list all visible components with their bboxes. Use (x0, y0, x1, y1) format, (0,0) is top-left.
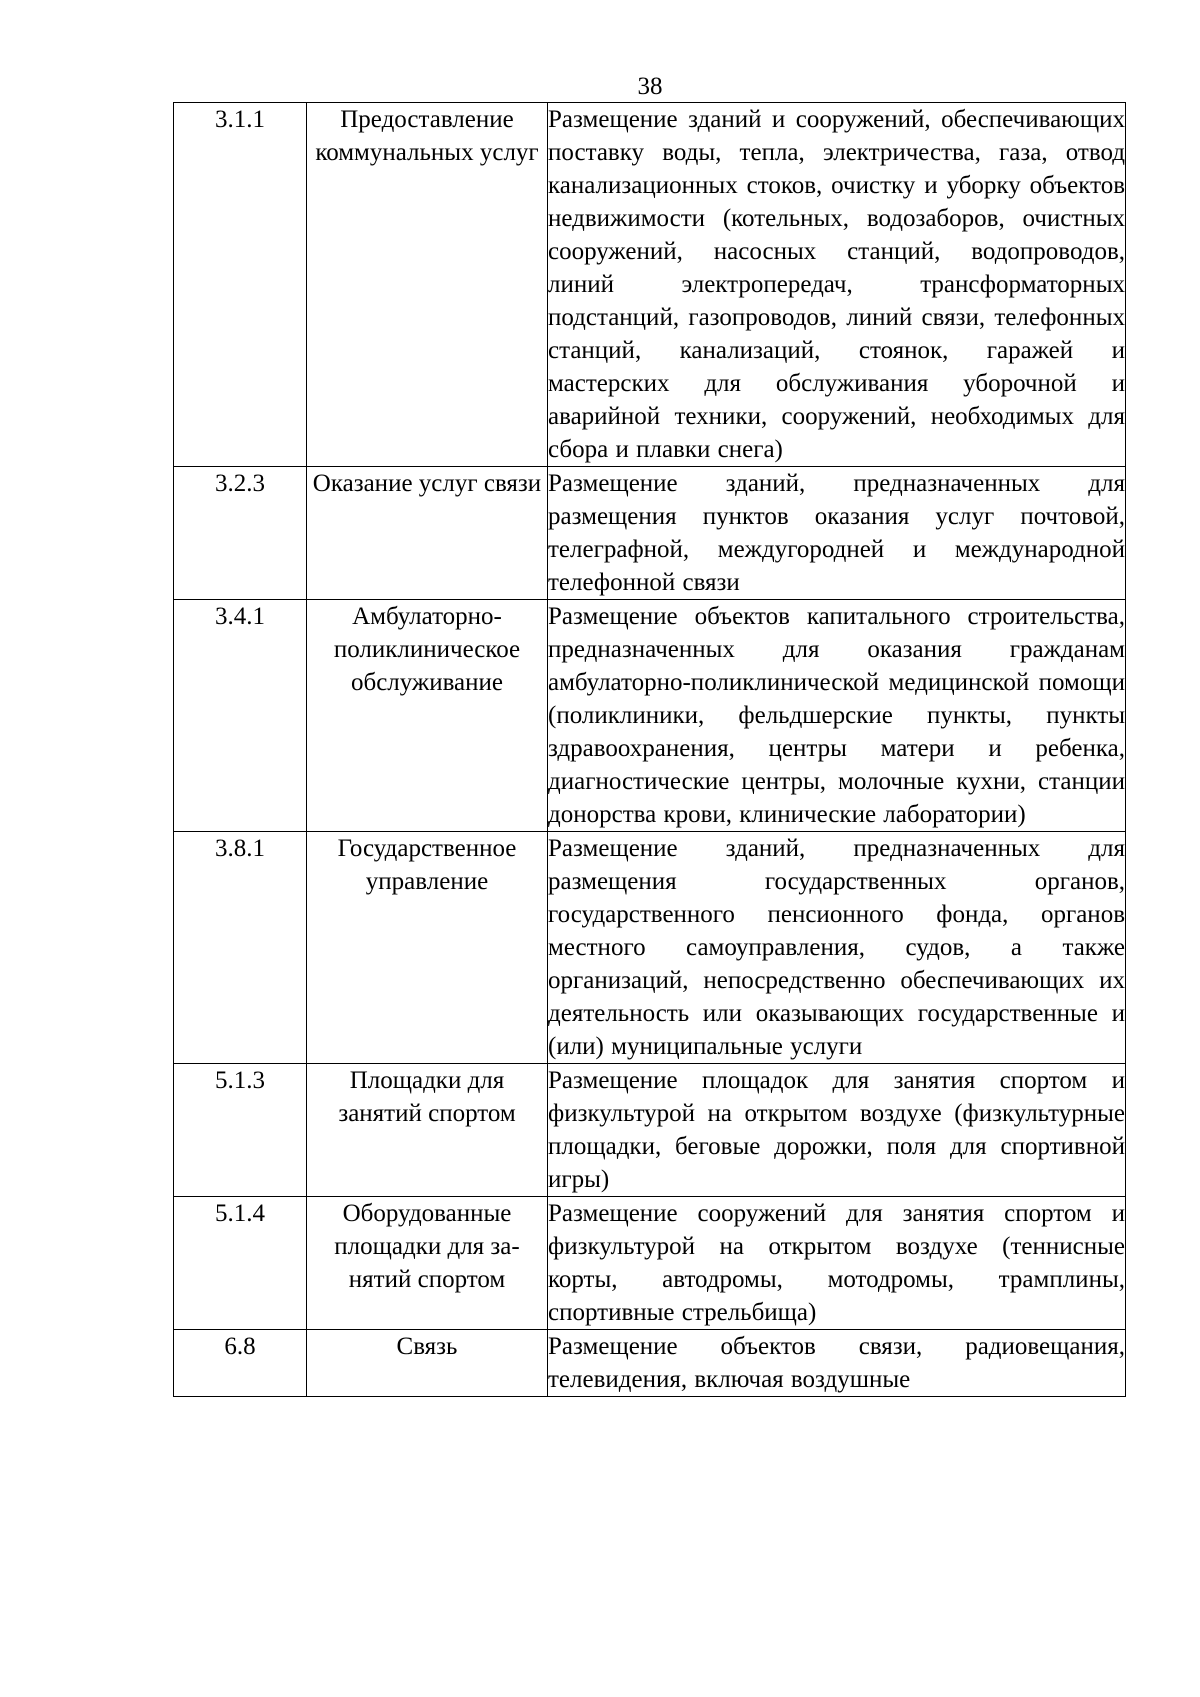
name-cell: Площадки для занятий спортом (307, 1064, 548, 1197)
name-cell: Оказание услуг связи (307, 467, 548, 600)
code-cell: 3.8.1 (174, 832, 307, 1064)
table-row (174, 1064, 1126, 1197)
name-cell: Амбулаторно-поликлиническое обслуживание (307, 600, 548, 832)
code-cell: 3.2.3 (174, 467, 307, 600)
table-row (174, 1330, 1126, 1397)
land-use-table (173, 102, 1126, 1397)
code-cell: 3.4.1 (174, 600, 307, 832)
code-cell: 6.8 (174, 1330, 307, 1397)
description-cell: Размещение объектов капитального строительства, предназначенных для оказания гражданам амбулаторно-поликлинической медицинской помощи (поликлиники, фельдшерские пункты, пункты здравоохранения, центры матери и ребенка, диагностические центры, молочные кухни, станции донорства крови, клинические лаборатории) (548, 600, 1126, 832)
code-cell: 5.1.4 (174, 1197, 307, 1330)
name-cell: Предоставление коммунальных услуг (307, 103, 548, 467)
description-cell: Размещение зданий, предназначенных для размещения пунктов оказания услуг почтовой, телеграфной, междугородней и международной телефонной связи (548, 467, 1126, 600)
description-cell: Размещение зданий, предназначенных для размещения государственных органов, государственного пенсионного фонда, органов местного самоуправления, судов, а также организаций, непосредственно обеспечивающих их деятельность или оказывающих государственные и (или) муниципальные услуги (548, 832, 1126, 1064)
description-cell: Размещение объектов связи, радиовещания, телевидения, включая воздушные (548, 1330, 1126, 1397)
description-cell: Размещение зданий и сооружений, обеспечивающих поставку воды, тепла, электричества, газа, отвод канализационных стоков, очистку и уборку объектов недвижимости (котельных, водозаборов, очистных сооружений, насосных станций, водопроводов, линий электропередач, трансформаторных подстанций, газопроводов, линий связи, телефонных станций, канализаций, стоянок, гаражей и мастерских для обслуживания уборочной и аварийной техники, сооружений, необходимых для сбора и плавки снега) (548, 103, 1126, 467)
page-number: 38 (637, 73, 663, 100)
name-cell: Связь (307, 1330, 548, 1397)
table-row (174, 467, 1126, 600)
table-row (174, 832, 1126, 1064)
description-cell: Размещение сооружений для занятия спортом и физкультурой на открытом воздухе (теннисные корты, автодромы, мотодромы, трамплины, спортивные стрельбища) (548, 1197, 1126, 1330)
table-row (174, 1197, 1126, 1330)
name-cell: Государственное управление (307, 832, 548, 1064)
code-cell: 3.1.1 (174, 103, 307, 467)
name-cell: Оборудованные площадки для за-нятий спортом (307, 1197, 548, 1330)
code-cell: 5.1.3 (174, 1064, 307, 1197)
table-row (174, 600, 1126, 832)
description-cell: Размещение площадок для занятия спортом и физкультурой на открытом воздухе (физкультурные площадки, беговые дорожки, поля для спортивной игры) (548, 1064, 1126, 1197)
table-row (174, 103, 1126, 467)
